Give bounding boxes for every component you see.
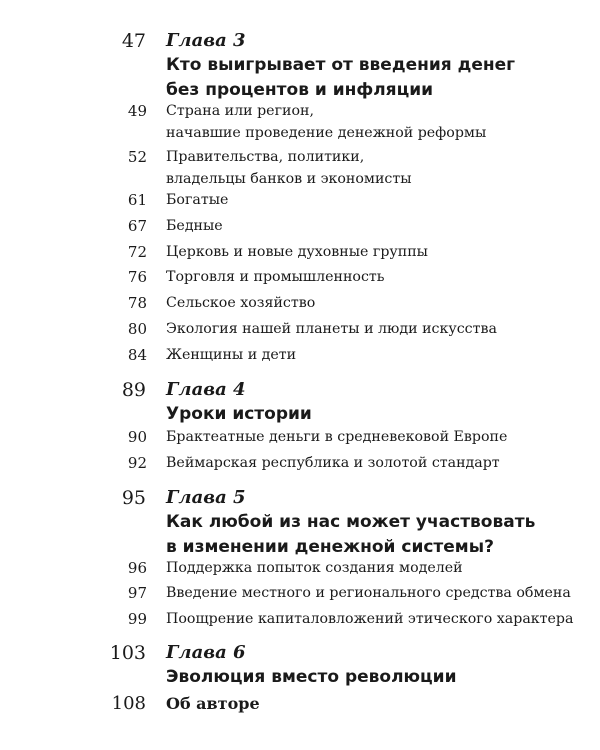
entry-title-line: Правительства, политики,: [166, 149, 365, 165]
chapter-heading: [166, 378, 312, 427]
chapter-title-line: Как любой из нас может участвовать: [166, 512, 536, 532]
entry-title: Торговля и промышленность: [166, 269, 385, 285]
chapter-label: Глава 3: [166, 30, 246, 51]
entry-title: Экология нашей планеты и люди искусства: [166, 321, 497, 337]
page-number: 61: [127, 191, 147, 209]
page-number: 108: [111, 693, 146, 714]
entry-title: [166, 146, 412, 190]
entry-title: Бедные: [166, 218, 223, 234]
page-number: 84: [127, 346, 147, 364]
page-number: 67: [127, 217, 147, 235]
entry-title: Богатые: [166, 192, 229, 208]
chapter-label: Глава 5: [166, 487, 246, 508]
chapter-label: Глава 6: [166, 642, 246, 663]
page-number: 78: [127, 294, 147, 312]
chapter-title-line: Эволюция вместо революции: [166, 667, 457, 687]
entry-title: Брактеатные деньги в средневековой Европе: [166, 429, 508, 445]
chapter-heading: [166, 641, 457, 690]
page-number: 92: [127, 454, 147, 472]
page-number: 95: [121, 487, 146, 509]
entry-title: Веймарская республика и золотой стандарт: [166, 455, 500, 471]
entry-title-line: владельцы банков и экономисты: [166, 171, 412, 187]
page-number: 80: [127, 320, 147, 338]
page-number: 76: [127, 268, 147, 286]
page-number: 103: [109, 642, 146, 664]
entry-title: Церковь и новые духовные группы: [166, 244, 428, 260]
page-number: 99: [127, 610, 147, 628]
entry-title-line: Страна или регион,: [166, 103, 314, 119]
page-number: 97: [127, 584, 147, 602]
entry-title-line: начавшие проведение денежной реформы: [166, 125, 487, 141]
chapter-heading: [166, 29, 515, 103]
entry-title: Введение местного и регионального средства обмена: [166, 585, 571, 601]
entry-title: Об авторе: [166, 694, 260, 713]
page-number: 52: [127, 148, 147, 166]
entry-title: Женщины и дети: [166, 347, 297, 363]
page-number: 49: [127, 102, 147, 120]
page-number: 47: [121, 30, 146, 52]
entry-title: Поощрение капиталовложений этического характера: [166, 611, 574, 627]
chapter-title-line: Кто выигрывает от введения денег: [166, 55, 516, 75]
chapter-title-line: без процентов и инфляции: [166, 80, 434, 100]
entry-title: Сельское хозяйство: [166, 295, 316, 311]
chapter-title-line: Уроки истории: [166, 404, 312, 424]
entry-title: [166, 100, 486, 144]
entry-title: Поддержка попыток создания моделей: [166, 560, 463, 576]
chapter-label: Глава 4: [166, 379, 246, 400]
chapter-title-line: в изменении денежной системы?: [166, 537, 494, 557]
page-number: 90: [127, 428, 147, 446]
page-number: 89: [121, 379, 146, 401]
page-number: 72: [127, 243, 147, 261]
page-number: 96: [127, 559, 147, 577]
chapter-heading: [166, 486, 535, 560]
